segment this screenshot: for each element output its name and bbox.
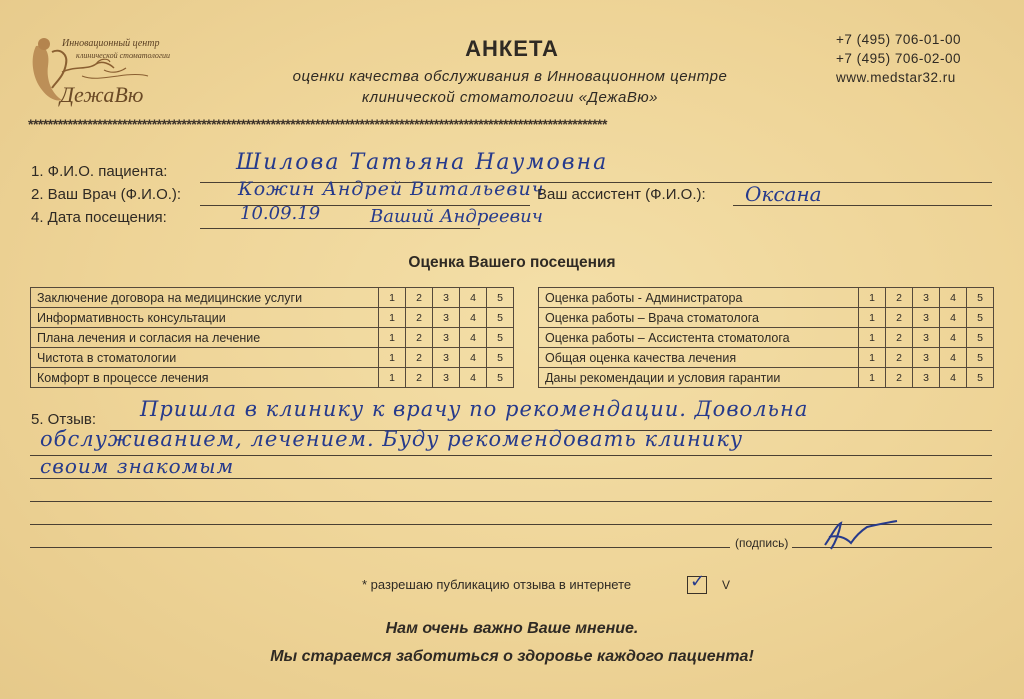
rating-option-5[interactable]: 5 <box>967 328 994 348</box>
rating-option-2[interactable]: 2 <box>886 308 913 328</box>
rating-option-4[interactable]: 4 <box>940 348 967 368</box>
rating-row <box>539 368 994 388</box>
review-text-line2: обслуживанием, лечением. Буду рекомендовать клинику <box>40 427 744 451</box>
rating-option-3[interactable]: 3 <box>913 288 940 308</box>
rating-option-5[interactable]: 5 <box>967 348 994 368</box>
rating-option-5[interactable]: 5 <box>967 288 994 308</box>
rating-option-3[interactable]: 3 <box>913 308 940 328</box>
rating-question: Общая оценка качества лечения <box>539 348 859 368</box>
handwritten-signature <box>815 515 910 555</box>
rating-option-4[interactable]: 4 <box>460 288 487 308</box>
rating-option-5[interactable]: 5 <box>487 308 514 328</box>
rating-option-1[interactable]: 1 <box>859 348 886 368</box>
subtitle-line2: клинической стоматологии «ДежаВю» <box>362 89 658 106</box>
rating-option-5[interactable]: 5 <box>487 328 514 348</box>
date-line <box>200 228 480 229</box>
form-subtitle <box>200 66 820 108</box>
rating-question: Оценка работы – Врача стоматолога <box>539 308 859 328</box>
rating-option-2[interactable]: 2 <box>406 308 433 328</box>
visit-date-handwritten: 10.09.19 <box>240 203 321 224</box>
rating-row <box>31 348 514 368</box>
rating-option-2[interactable]: 2 <box>886 368 913 388</box>
rating-option-1[interactable]: 1 <box>379 308 406 328</box>
rating-question: Оценка работы - Администратора <box>539 288 859 308</box>
phone-1: +7 (495) 706-01-00 <box>836 32 961 47</box>
logo-text-line2: клинической стоматологии <box>76 51 171 60</box>
logo-text-line1: Инновационный центр <box>62 38 160 49</box>
publication-consent-text: * разрешаю публикацию отзыва в интернете <box>362 577 632 592</box>
footer-line1: Нам очень важно Ваше мнение. <box>385 620 639 637</box>
form-title: АНКЕТА <box>465 36 559 61</box>
rating-option-3[interactable]: 3 <box>433 328 460 348</box>
publication-consent-checkbox[interactable] <box>687 571 707 594</box>
rating-row <box>31 328 514 348</box>
rating-option-4[interactable]: 4 <box>940 308 967 328</box>
rating-row <box>31 368 514 388</box>
rating-option-4[interactable]: 4 <box>460 308 487 328</box>
rating-option-1[interactable]: 1 <box>859 328 886 348</box>
rating-question: Комфорт в процессе лечения <box>31 368 379 388</box>
rating-option-3[interactable]: 3 <box>433 288 460 308</box>
rating-option-2[interactable]: 2 <box>886 328 913 348</box>
rating-option-1[interactable]: 1 <box>859 288 886 308</box>
contacts <box>836 30 961 87</box>
rating-option-2[interactable]: 2 <box>406 368 433 388</box>
rating-option-3[interactable]: 3 <box>913 368 940 388</box>
rating-question: Оценка работы – Ассистента стоматолога <box>539 328 859 348</box>
rating-option-5[interactable]: 5 <box>487 288 514 308</box>
rating-option-5[interactable]: 5 <box>967 308 994 328</box>
rating-option-4[interactable]: 4 <box>460 348 487 368</box>
assistant-label: Ваш ассистент (Ф.И.О.): <box>537 186 706 203</box>
rating-option-2[interactable]: 2 <box>406 328 433 348</box>
rating-question: Заключение договора на медицинские услуги <box>31 288 379 308</box>
rating-row <box>31 308 514 328</box>
rating-row <box>539 348 994 368</box>
consent-v-label: V <box>722 578 731 592</box>
rating-option-2[interactable]: 2 <box>886 288 913 308</box>
ratings-table-right <box>538 287 994 388</box>
rating-option-4[interactable]: 4 <box>460 368 487 388</box>
review-text-line3: своим знакомым <box>40 454 235 478</box>
patient-name-handwritten: Шилова Татьяна Наумовна <box>236 150 609 175</box>
rating-option-1[interactable]: 1 <box>859 368 886 388</box>
rating-option-5[interactable]: 5 <box>967 368 994 388</box>
rating-option-3[interactable]: 3 <box>913 328 940 348</box>
rating-option-1[interactable]: 1 <box>379 348 406 368</box>
rating-option-3[interactable]: 3 <box>913 348 940 368</box>
rating-option-5[interactable]: 5 <box>487 348 514 368</box>
doctor-label: 2. Ваш Врач (Ф.И.О.): <box>31 186 182 203</box>
review-line-6 <box>30 547 730 548</box>
subtitle-line1: оценки качества обслуживания в Инновационном центре <box>292 68 728 85</box>
rating-option-5[interactable]: 5 <box>487 368 514 388</box>
rating-option-3[interactable]: 3 <box>433 368 460 388</box>
rating-option-1[interactable]: 1 <box>859 308 886 328</box>
ratings-title: Оценка Вашего посещения <box>408 254 616 271</box>
rating-option-4[interactable]: 4 <box>940 288 967 308</box>
rating-option-4[interactable]: 4 <box>460 328 487 348</box>
review-text-line1: Пришла в клинику к врачу по рекомендации. Довольна <box>140 397 809 421</box>
rating-row <box>31 288 514 308</box>
rating-option-4[interactable]: 4 <box>940 368 967 388</box>
rating-question: Информативность консультации <box>31 308 379 328</box>
rating-row <box>539 328 994 348</box>
rating-question: Чистота в стоматологии <box>31 348 379 368</box>
rating-option-1[interactable]: 1 <box>379 328 406 348</box>
rating-row <box>539 308 994 328</box>
logo-brand: ДежаВю <box>60 82 144 107</box>
website: www.medstar32.ru <box>836 70 956 85</box>
rating-option-2[interactable]: 2 <box>886 348 913 368</box>
rating-option-2[interactable]: 2 <box>406 288 433 308</box>
doctor-patronymic-handwritten: Ваший Андреевич <box>370 206 543 227</box>
patient-label: 1. Ф.И.О. пациента: <box>31 163 168 180</box>
rating-option-4[interactable]: 4 <box>940 328 967 348</box>
footer-line2: Мы стараемся заботиться о здоровье каждого пациента! <box>270 648 754 665</box>
rating-option-2[interactable]: 2 <box>406 348 433 368</box>
date-label: 4. Дата посещения: <box>31 209 167 226</box>
review-line-3 <box>30 478 992 479</box>
ratings-table-left <box>30 287 514 388</box>
star-separator: ********************************************************************************************************************* <box>28 116 607 132</box>
rating-option-1[interactable]: 1 <box>379 368 406 388</box>
rating-option-3[interactable]: 3 <box>433 348 460 368</box>
rating-question: Плана лечения и согласия на лечение <box>31 328 379 348</box>
rating-option-1[interactable]: 1 <box>379 288 406 308</box>
signature-label: (подпись) <box>735 536 789 550</box>
rating-question: Даны рекомендации и условия гарантии <box>539 368 859 388</box>
review-label: 5. Отзыв: <box>31 411 97 428</box>
check-mark-icon: ✓ <box>690 571 706 592</box>
phone-2: +7 (495) 706-02-00 <box>836 51 961 66</box>
assistant-name-handwritten: Оксана <box>745 182 822 206</box>
rating-option-3[interactable]: 3 <box>433 308 460 328</box>
doctor-name-handwritten: Кожин Андрей Витальевич <box>238 178 545 200</box>
review-line-4 <box>30 501 992 502</box>
rating-row <box>539 288 994 308</box>
